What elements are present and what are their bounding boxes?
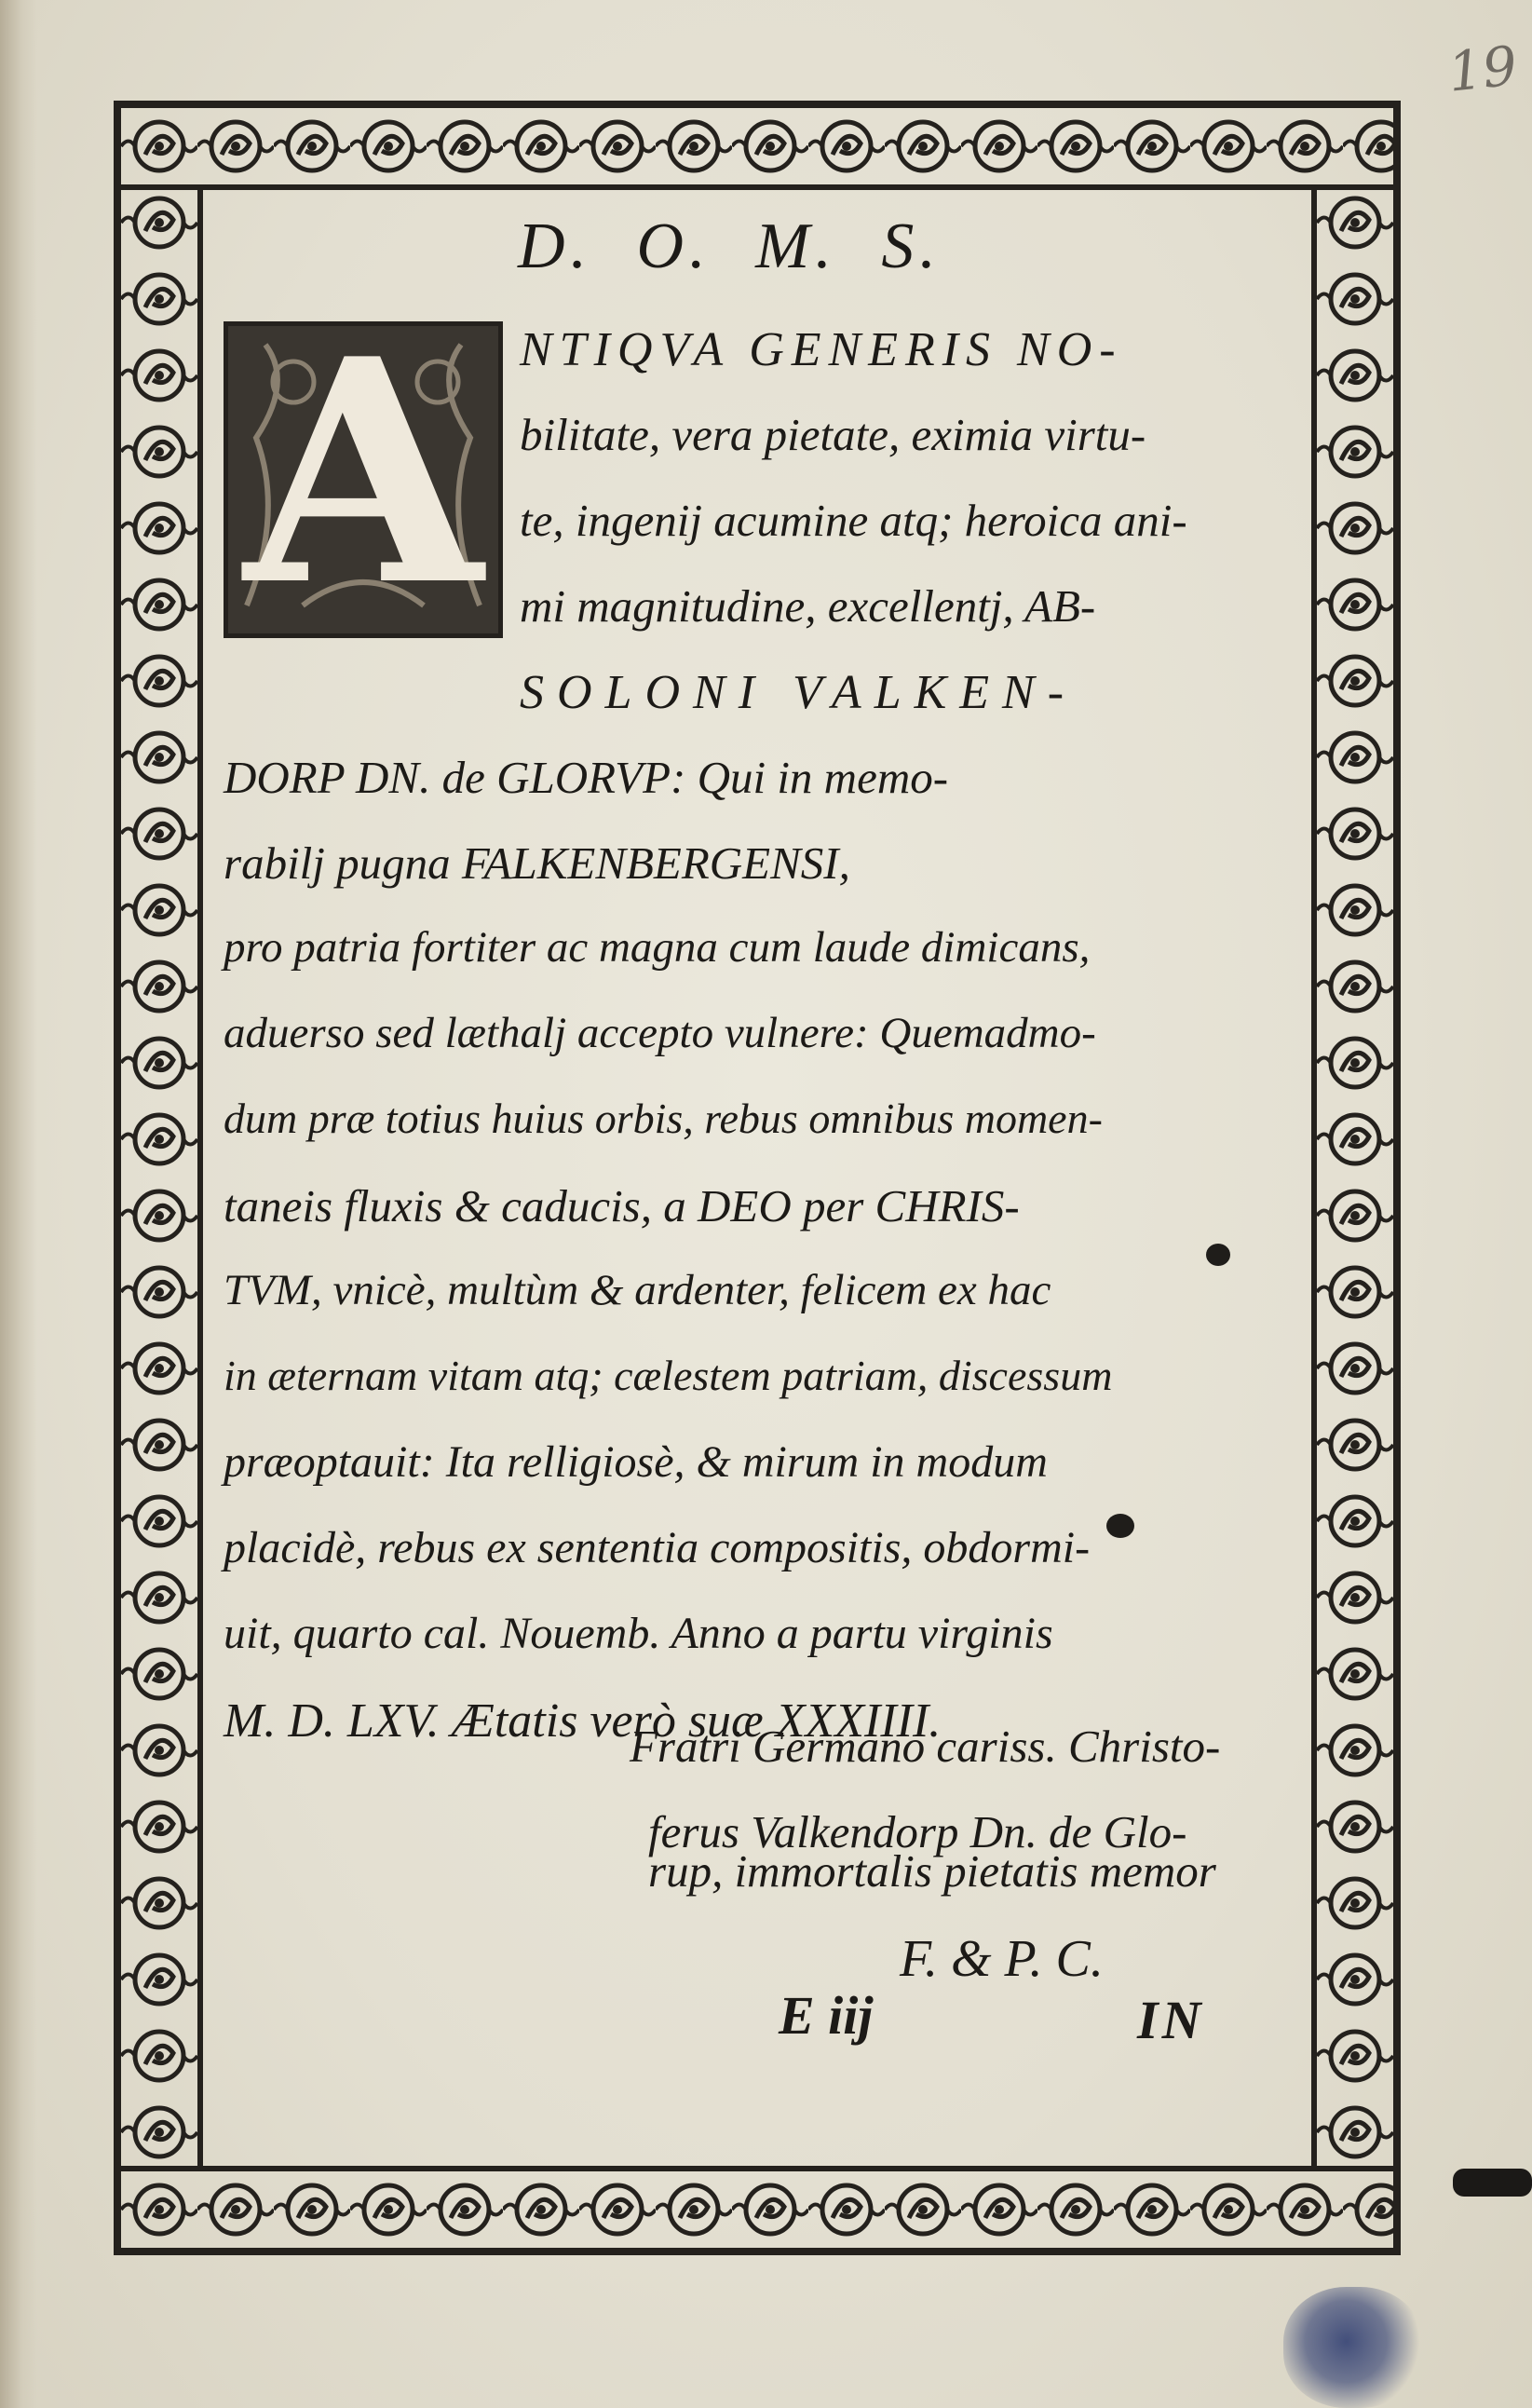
binding-shadow — [0, 0, 37, 2408]
folio-number: 19 — [1444, 34, 1521, 104]
inscription-area — [220, 191, 1309, 2175]
inscription-line: M. D. LXV. Ætatis verò suæ XXXIIII. — [224, 1694, 942, 1748]
dedication-line: Fratri Germano cariss. Christo- — [630, 1721, 1221, 1772]
page-edge-mark — [1453, 2169, 1532, 2197]
inscription-line: DORP DN. de GLORVP: Qui in memo- — [224, 752, 949, 803]
blue-ink-stain — [1283, 2287, 1423, 2408]
inscription-line: NTIQVA GENERIS NO- — [520, 323, 1123, 376]
inscription-line: taneis fluxis & caducis, a DEO per CHRIS- — [224, 1180, 1020, 1231]
drop-cap-letter: A — [243, 321, 483, 638]
border-band-left — [121, 184, 203, 2171]
inscription-line: aduerso sed læthalj accepto vulnere: Quemadmo- — [224, 1009, 1096, 1057]
ornament-pattern-left — [121, 184, 197, 2171]
ornament-pattern-bottom — [121, 2171, 1393, 2248]
ink-blot — [1206, 1244, 1230, 1266]
ornament-pattern-right — [1317, 184, 1393, 2171]
inscription-line: dum præ totius huius orbis, rebus omnibus momen- — [224, 1095, 1103, 1142]
inscription-line: SOLONI VALKEN- — [520, 666, 1078, 719]
inscription-line: uit, quarto cal. Nouemb. Anno a partu virginis — [224, 1609, 1053, 1658]
inscription-line: rabilj pugna FALKENBERGENSI, — [224, 837, 850, 889]
dedication-line: rup, immortalis pietatis memor — [648, 1845, 1216, 1897]
border-band-top — [121, 108, 1393, 190]
signature-mark: E iij — [779, 1985, 874, 2046]
inscription-line: mi magnitudine, excellentj, AB- — [520, 580, 1096, 632]
inscription-line: in æternam vitam atq; cælestem patriam, discessum — [224, 1352, 1113, 1399]
inscription-line: TVM, vnicè, multùm & ardenter, felicem ex hac — [224, 1266, 1051, 1314]
inscription-line: te, ingenij acumine atq; heroica ani- — [520, 495, 1187, 546]
woodcut-drop-cap — [224, 321, 503, 638]
inscription-line: pro patria fortiter ac magna cum laude dimicans, — [224, 923, 1091, 972]
dedication-line: ferus Valkendorp Dn. de Glo- — [648, 1806, 1187, 1857]
border-band-right — [1311, 184, 1393, 2171]
ink-blot — [1106, 1514, 1134, 1538]
inscription-line: placidè, rebus ex sententia compositis, obdormi- — [224, 1523, 1091, 1572]
border-band-bottom — [121, 2166, 1393, 2248]
ornament-pattern-top — [121, 108, 1393, 184]
page-heading: D. O. M. S. — [518, 211, 942, 282]
dedication-line: F. & P. C. — [900, 1930, 1104, 1988]
inscription-line: præoptauit: Ita relligiosè, & mirum in modum — [224, 1437, 1048, 1487]
catchword: IN — [1137, 1990, 1205, 2050]
inscription-line: bilitate, vera pietate, eximia virtu- — [520, 409, 1146, 460]
